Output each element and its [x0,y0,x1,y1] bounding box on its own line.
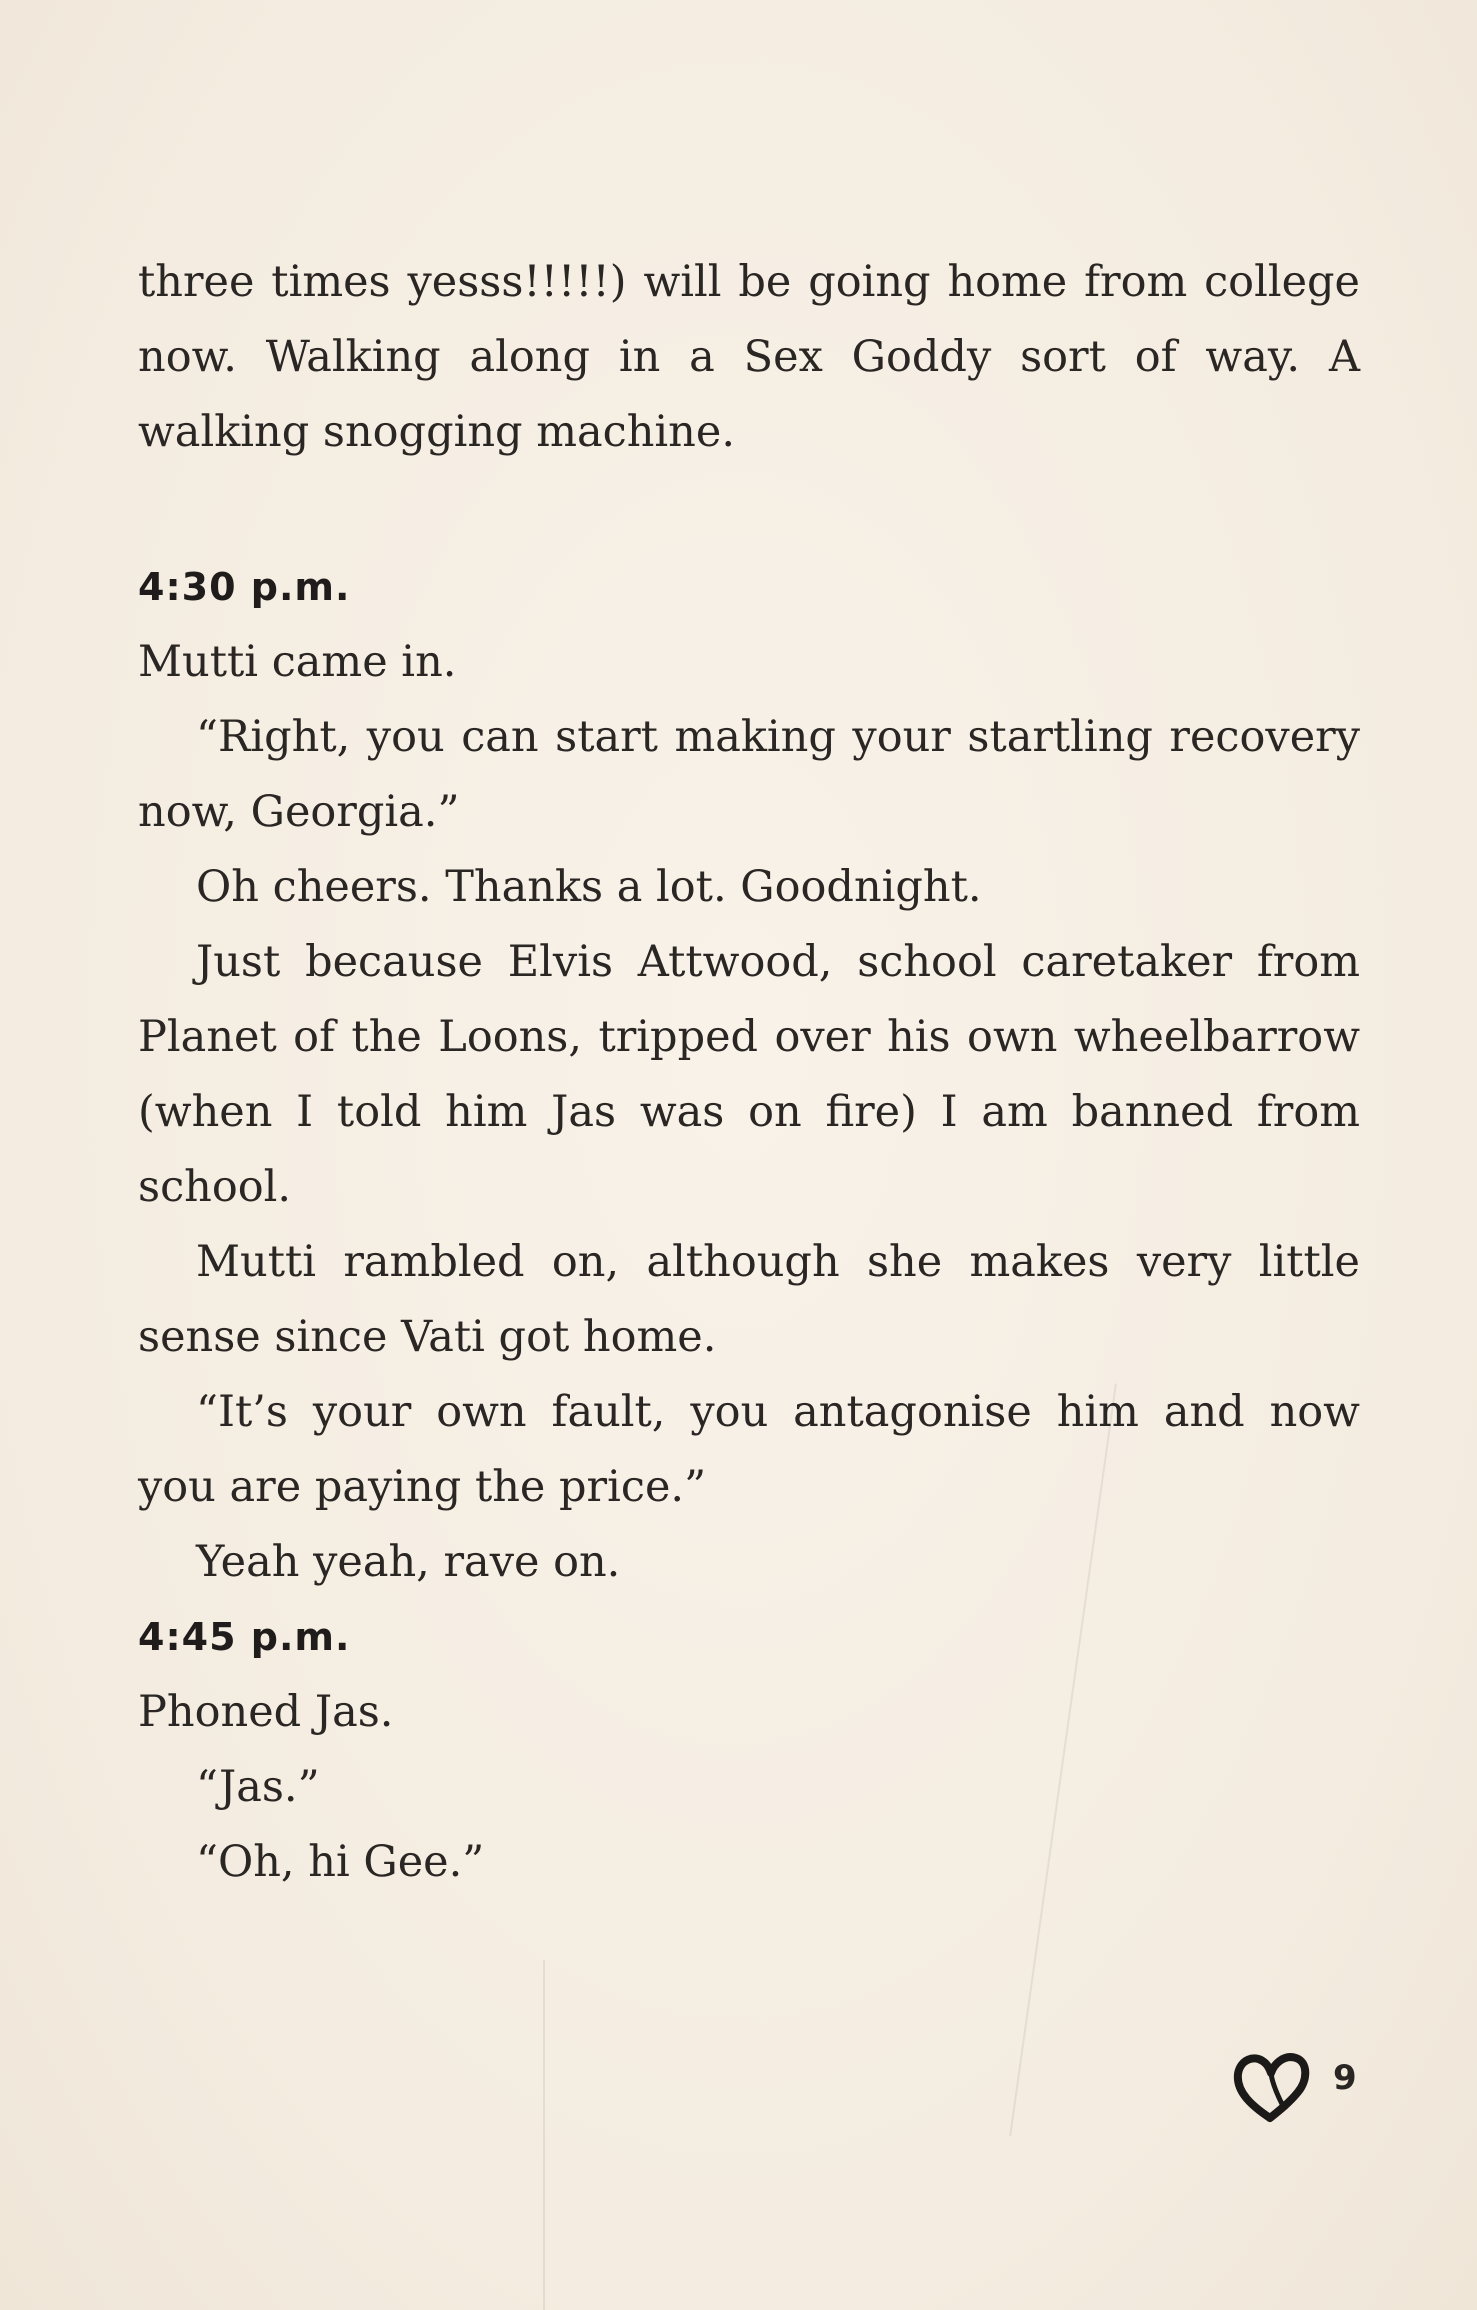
text-block-entry-445 [138,1600,1360,1900]
paragraph: Mutti came in. [138,637,457,687]
heart-icon [1230,2048,1310,2124]
paragraph: “Right, you can start making your startling recovery now, Georgia.” [138,712,1360,837]
paragraph: Yeah yeah, rave on. [196,1537,621,1587]
text-block-continuation [138,245,1360,470]
time-heading: 4:30 p.m. [138,565,351,609]
paragraph: Just because Elvis Attwood, school caretaker from Planet of the Loons, tripped over his own wheelbarrow (when I told him Jas was on fire) I am banned from school. [138,937,1360,1212]
paragraph: Phoned Jas. [138,1687,394,1737]
paragraph: “Jas.” [196,1762,320,1812]
paragraph: Mutti rambled on, although she makes very little sense since Vati got home. [138,1237,1360,1362]
page-number: 9 [1333,2058,1357,2098]
paragraph: “Oh, hi Gee.” [196,1837,485,1887]
paragraph: Oh cheers. Thanks a lot. Goodnight. [196,862,982,912]
paragraph: “It’s your own fault, you antagonise him and now you are paying the price.” [138,1387,1360,1512]
time-heading: 4:45 p.m. [138,1615,351,1659]
paper-crease [543,1960,545,2310]
paragraph: three times yesss!!!!!) will be going home from college now. Walking along in a Sex Goddy sort of way. A walking snogging machine. [138,257,1360,457]
text-block-entry-430 [138,550,1360,1600]
